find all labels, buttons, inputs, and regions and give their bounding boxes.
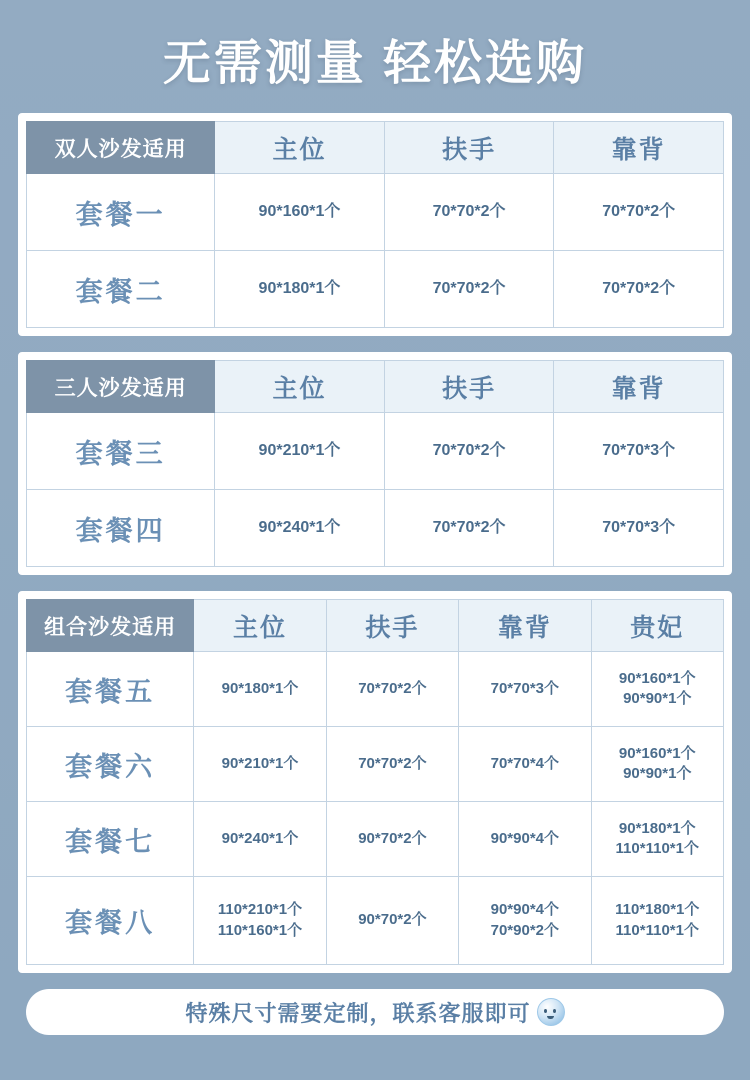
column-header-armrest: 扶手 (384, 361, 554, 413)
row-label: 套餐五 (27, 652, 194, 727)
spec-table-combination (26, 599, 724, 965)
table-block-combination (18, 591, 732, 973)
cell-chaise: 90*160*1个 90*90*1个 (591, 727, 723, 802)
cell-main-seat: 90*180*1个 (194, 652, 326, 727)
table-category-label: 双人沙发适用 (27, 122, 215, 174)
page-title: 无需测量 轻松选购 (162, 37, 588, 90)
row-label: 套餐八 (27, 877, 194, 965)
table-header-row (27, 361, 724, 413)
cell-main-seat: 110*210*1个 110*160*1个 (194, 877, 326, 965)
table-block-three-seat (18, 352, 732, 575)
cell-chaise: 110*180*1个 110*110*1个 (591, 877, 723, 965)
cell-main-seat: 90*240*1个 (194, 802, 326, 877)
cell-armrest: 70*70*2个 (326, 652, 458, 727)
cell-main-seat: 90*240*1个 (215, 490, 385, 567)
table-row (27, 877, 724, 965)
cell-armrest: 70*70*2个 (384, 413, 554, 490)
cell-main-seat: 90*180*1个 (215, 251, 385, 328)
column-header-armrest: 扶手 (326, 600, 458, 652)
table-row (27, 727, 724, 802)
row-label: 套餐二 (27, 251, 215, 328)
footer-banner (26, 989, 724, 1035)
spec-table-three-seat (26, 360, 724, 567)
cell-chaise: 90*160*1个 90*90*1个 (591, 652, 723, 727)
table-row (27, 490, 724, 567)
table-row (27, 652, 724, 727)
cell-backrest: 70*70*3个 (459, 652, 591, 727)
cell-armrest: 70*70*2个 (384, 490, 554, 567)
table-row (27, 802, 724, 877)
table-row (27, 251, 724, 328)
cell-main-seat: 90*210*1个 (194, 727, 326, 802)
cell-armrest: 70*70*2个 (384, 174, 554, 251)
cell-backrest: 90*90*4个 (459, 802, 591, 877)
cell-armrest: 90*70*2个 (326, 877, 458, 965)
cell-chaise: 90*180*1个 110*110*1个 (591, 802, 723, 877)
chat-bubble-face-icon (537, 998, 565, 1026)
table-block-two-seat (18, 113, 732, 336)
row-label: 套餐七 (27, 802, 194, 877)
row-label: 套餐六 (27, 727, 194, 802)
column-header-main-seat: 主位 (215, 361, 385, 413)
column-header-backrest: 靠背 (554, 361, 724, 413)
table-header-row (27, 122, 724, 174)
column-header-chaise: 贵妃 (591, 600, 723, 652)
footer-text: 特殊尺寸需要定制，联系客服即可 (185, 1000, 531, 1026)
column-header-main-seat: 主位 (194, 600, 326, 652)
cell-backrest: 70*70*3个 (554, 490, 724, 567)
cell-backrest: 90*90*4个 70*90*2个 (459, 877, 591, 965)
cell-backrest: 70*70*4个 (459, 727, 591, 802)
cell-main-seat: 90*160*1个 (215, 174, 385, 251)
cell-armrest: 90*70*2个 (326, 802, 458, 877)
row-label: 套餐一 (27, 174, 215, 251)
column-header-main-seat: 主位 (215, 122, 385, 174)
cell-main-seat: 90*210*1个 (215, 413, 385, 490)
cell-backrest: 70*70*3个 (554, 413, 724, 490)
cell-armrest: 70*70*2个 (384, 251, 554, 328)
cell-backrest: 70*70*2个 (554, 174, 724, 251)
row-label: 套餐四 (27, 490, 215, 567)
column-header-armrest: 扶手 (384, 122, 554, 174)
cell-armrest: 70*70*2个 (326, 727, 458, 802)
table-category-label: 三人沙发适用 (27, 361, 215, 413)
cell-backrest: 70*70*2个 (554, 251, 724, 328)
table-category-label: 组合沙发适用 (27, 600, 194, 652)
table-row (27, 174, 724, 251)
row-label: 套餐三 (27, 413, 215, 490)
spec-table-two-seat (26, 121, 724, 328)
column-header-backrest: 靠背 (459, 600, 591, 652)
column-header-backrest: 靠背 (554, 122, 724, 174)
table-header-row (27, 600, 724, 652)
table-row (27, 413, 724, 490)
